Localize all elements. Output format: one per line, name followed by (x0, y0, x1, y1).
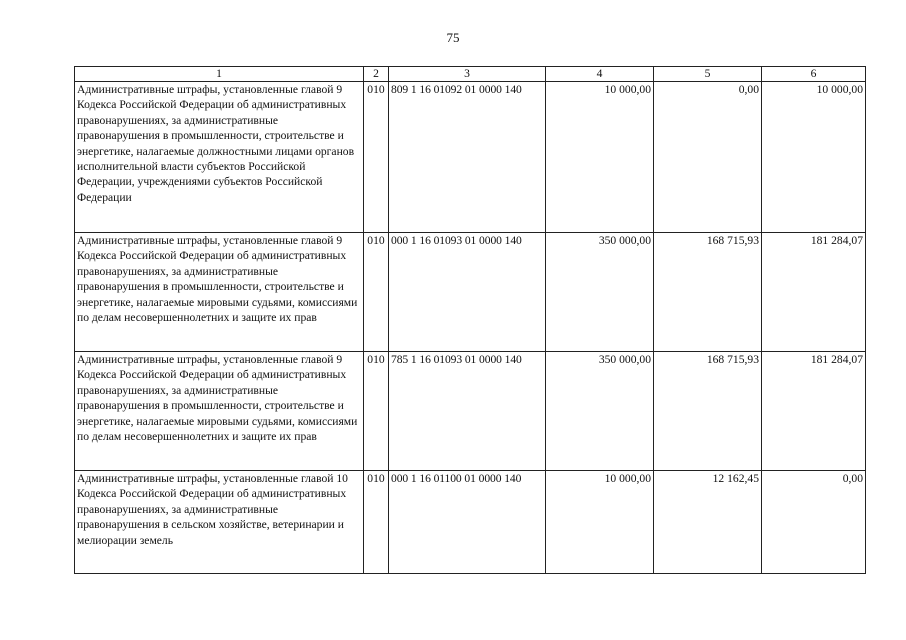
row-line-code: 010 (364, 471, 389, 574)
table-row (75, 471, 866, 574)
row-name: Административные штрафы, установленные главой 9 Кодекса Российской Федерации об административных правонарушениях, за административные правонарушения в промышленности, строительстве и энергетике, налагаемые должностными лицами органов исполнительной власти субъектов Российской Федерации, учреждениями субъектов Российской Федерации (75, 82, 364, 233)
table-row (75, 352, 866, 471)
row-col6-value: 181 284,07 (762, 233, 866, 352)
row-col4-value: 350 000,00 (546, 233, 654, 352)
row-name: Административные штрафы, установленные главой 10 Кодекса Российской Федерации об административных правонарушениях, за административные правонарушения в сельском хозяйстве, ветеринарии и мелиорации земель (75, 471, 364, 574)
table-row (75, 82, 866, 233)
row-col4-value: 10 000,00 (546, 82, 654, 233)
header-col-6: 6 (762, 67, 866, 82)
row-col5-value: 12 162,45 (654, 471, 762, 574)
row-col5-value: 0,00 (654, 82, 762, 233)
row-col5-value: 168 715,93 (654, 352, 762, 471)
row-budget-code: 000 1 16 01093 01 0000 140 (389, 233, 546, 352)
row-budget-code: 785 1 16 01093 01 0000 140 (389, 352, 546, 471)
row-line-code: 010 (364, 352, 389, 471)
row-line-code: 010 (364, 233, 389, 352)
row-name: Административные штрафы, установленные главой 9 Кодекса Российской Федерации об административных правонарушениях, за административные правонарушения в промышленности, строительстве и энергетике, налагаемые мировыми судьями, комиссиями по делам несовершеннолетних и защите их прав (75, 352, 364, 471)
budget-table (74, 66, 866, 574)
header-col-5: 5 (654, 67, 762, 82)
row-col6-value: 181 284,07 (762, 352, 866, 471)
row-line-code: 010 (364, 82, 389, 233)
row-col6-value: 10 000,00 (762, 82, 866, 233)
row-budget-code: 809 1 16 01092 01 0000 140 (389, 82, 546, 233)
header-col-3: 3 (389, 67, 546, 82)
row-col4-value: 350 000,00 (546, 352, 654, 471)
table-header-row (75, 67, 866, 82)
row-col4-value: 10 000,00 (546, 471, 654, 574)
row-col6-value: 0,00 (762, 471, 866, 574)
page-number: 75 (446, 30, 460, 45)
header-col-1: 1 (75, 67, 364, 82)
row-budget-code: 000 1 16 01100 01 0000 140 (389, 471, 546, 574)
header-col-2: 2 (364, 67, 389, 82)
table-row (75, 233, 866, 352)
row-name: Административные штрафы, установленные главой 9 Кодекса Российской Федерации об административных правонарушениях, за административные правонарушения в промышленности, строительстве и энергетике, налагаемые мировыми судьями, комиссиями по делам несовершеннолетних и защите их прав (75, 233, 364, 352)
row-col5-value: 168 715,93 (654, 233, 762, 352)
header-col-4: 4 (546, 67, 654, 82)
